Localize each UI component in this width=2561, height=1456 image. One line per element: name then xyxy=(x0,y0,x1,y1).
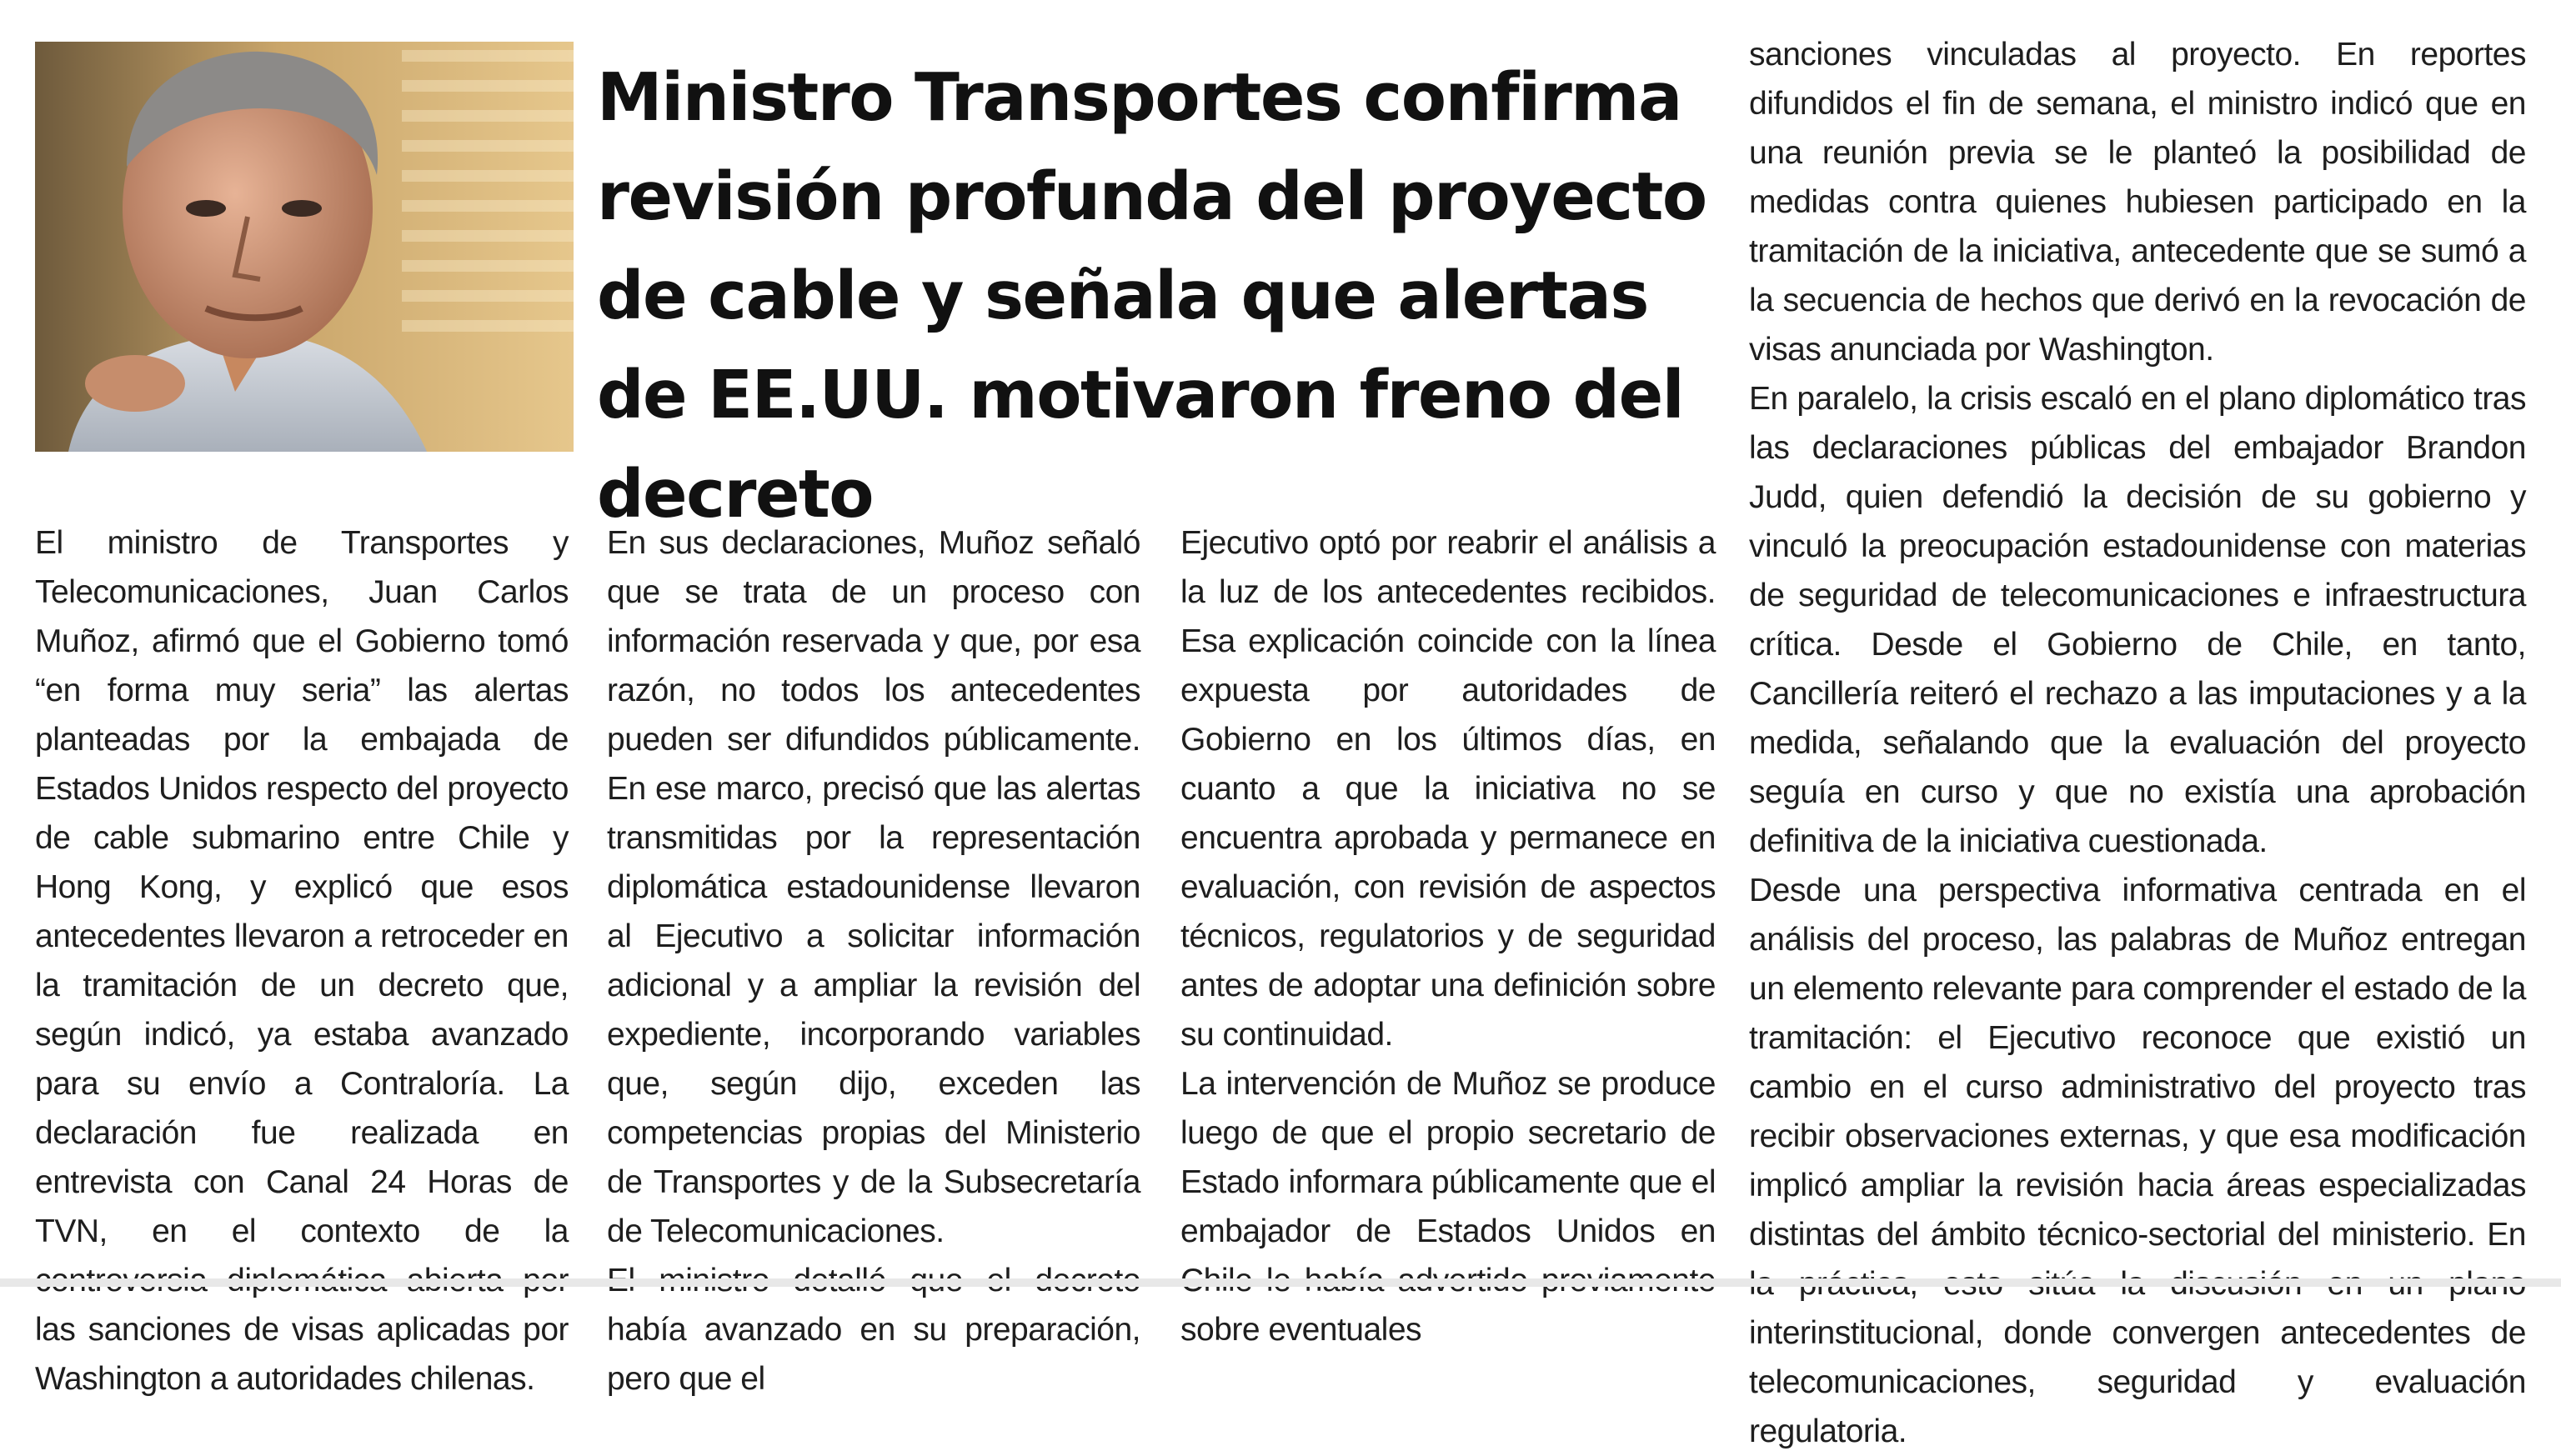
page-bottom-rule xyxy=(0,1278,2561,1287)
paragraph: La intervención de Muñoz se produce luego de que el propio secretario de Estado informara públicamente que el embajador de Estados Unidos en sobre eventuales xyxy=(1180,1066,1716,1348)
paragraph: En paralelo, la crisis escaló en el plano diplomático tras las declaraciones públicas del embajador Brandon Judd, quien defendió la decisión de su gobierno y vinculó la preocupación estadounidense con materias de seguridad de telecomunicaciones e infraestructura crítica. Desde el Gobierno de Chile, en tanto, Cancillería reiteró el rechazo a las imputaciones y a la medida, señalando que la evaluación del proyecto seguía en curso y que no existía una aprobación definitiva de la iniciativa cuestionada. xyxy=(1749,381,2526,859)
article-column-4 xyxy=(1749,30,2526,1456)
paragraph: El ministro de Transportes y Telecomunicaciones, Juan Carlos Muñoz, afirmó que el Gobierno tomó “en forma muy seria” las alertas planteadas por la embajada de Estados Unidos respecto del proyecto de cable submarino entre Chile y Hong Kong, y explicó que esos antecedentes llevaron a retroceder en la tramitación de un decreto que, según indicó, ya estaba avanzado para su envío a Contraloría. La declaración fue realizada en entrevista con Canal 24 Horas de TVN, en el contexto de la las sanciones de visas aplicadas por Washington a autoridades chilenas. xyxy=(35,525,569,1397)
article-headline: Ministro Transportes confirma revisión profunda del proyecto de cable y señala que alertas de EE.UU. motivaron freno del decreto xyxy=(597,59,1706,533)
portrait-photo-illustration xyxy=(35,42,574,452)
portrait-photo xyxy=(35,42,574,452)
paragraph: En sus declaraciones, Muñoz señaló que se trata de un proceso con información reservada y que, por esa razón, no todos los antecedentes pueden ser difundidos públicamente. En ese marco, precisó que las alertas transmitidas por la representación diplomática estadounidense llevaron al Ejecutivo a solicitar información adicional y a ampliar la revisión del expediente, incorporando variables que, según dijo, exceden las competencias propias del Ministerio de Transportes y de la Subsecretaría de Telecomunicaciones. xyxy=(607,525,1140,1249)
paragraph: Desde una perspectiva informativa centrada en el análisis del proceso, las palabras de Muñoz entregan un elemento relevante para comprender el estado de la tramitación: el Ejecutivo reconoce que existió un cambio en el curso administrativo del proyecto tras recibir observaciones externas, y que esa modificación implicó ampliar la revisión hacia áreas especializadas distintas del ámbito técnico-sectorial del ministerio. En interinstitucional, donde convergen antecedentes de telecomunicaciones, seguridad y evaluación regulatoria. xyxy=(1749,873,2526,1449)
paragraph: Ejecutivo optó por reabrir el análisis a la luz de los antecedentes recibidos. Esa explicación coincide con la línea expuesta por autoridades de Gobierno en los últimos días, en cuanto a que la iniciativa no se encuentra aprobada y permanece en evaluación, con revisión de aspectos técnicos, regulatorios y de seguridad antes de adoptar una definición sobre su continuidad. xyxy=(1180,525,1716,1053)
article-column-2 xyxy=(607,518,1140,1403)
article-column-3 xyxy=(1180,518,1716,1354)
paragraph: había avanzado en su preparación, pero que el xyxy=(607,1312,1140,1397)
article-column-1 xyxy=(35,518,569,1403)
paragraph: sanciones vinculadas al proyecto. En reportes difundidos el fin de semana, el ministro indicó que en una reunión previa se le planteó la posibilidad de medidas contra quienes hubiesen participado en la tramitación de la iniciativa, antecedente que se sumó a la secuencia de hechos que derivó en la revocación de visas anunciada por Washington. xyxy=(1749,37,2526,368)
